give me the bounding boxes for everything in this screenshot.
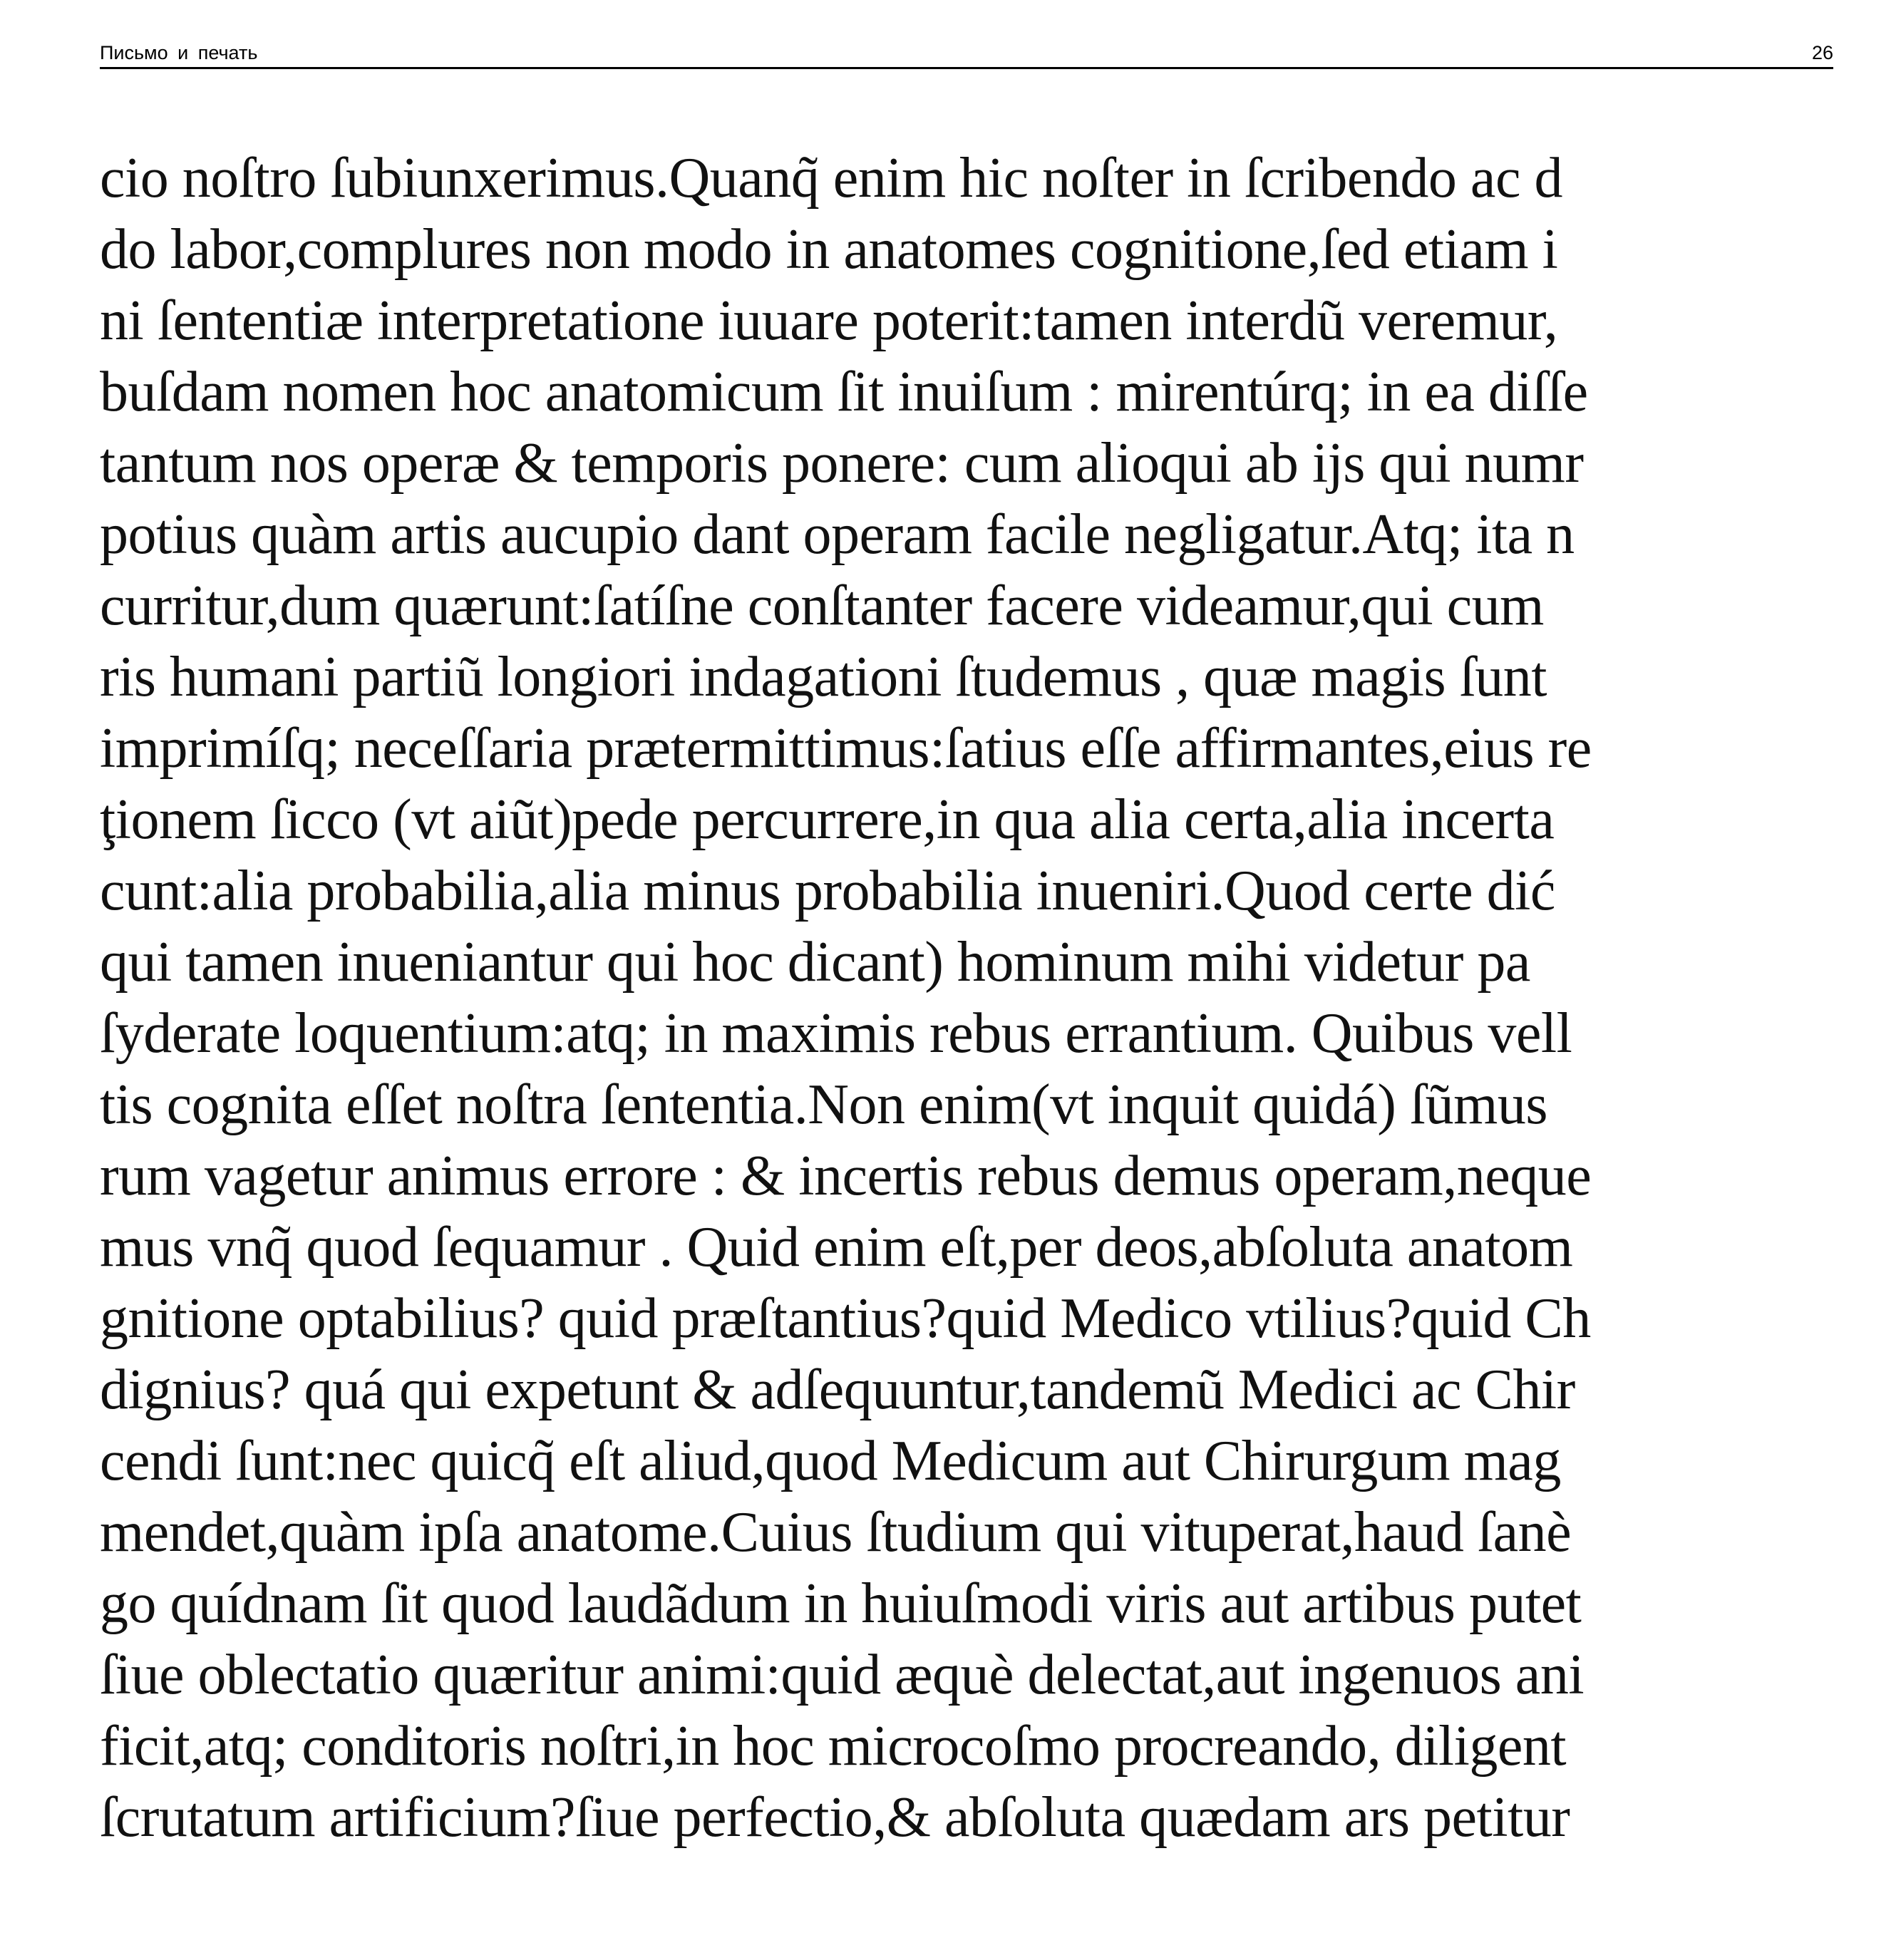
running-head bbox=[100, 43, 1833, 69]
text-line-5: tantum nos operæ & temporis ponere: cum alioqui ab ijs qui numr bbox=[100, 432, 1584, 495]
latin-text-facsimile bbox=[100, 143, 1833, 1867]
text-line-20: mendet,quàm ipſa anatome.Cuius ſtudium qui vituperat,haud ſanè bbox=[100, 1501, 1572, 1564]
text-line-9: imprimíſq; neceſſaria prætermittimus:ſatius eſſe affirmantes,eius re bbox=[100, 717, 1592, 780]
text-line-2: do labor,complures non modo in anatomes cognitione,ſed etiam i bbox=[100, 218, 1558, 281]
text-line-23: ficit,atq; conditoris noſtri,in hoc microcoſmo procreando, diligent bbox=[100, 1715, 1567, 1778]
text-line-6: potius quàm artis aucupio dant operam facile negligatur.Atq; ita n bbox=[100, 503, 1575, 566]
text-line-24: ſcrutatum artificium?ſiue perfectio,& abſoluta quædam ars petitur bbox=[100, 1786, 1570, 1849]
text-line-3: ni ſententiæ interpretatione iuuare poterit:tamen interdũ veremur, bbox=[100, 289, 1558, 352]
text-line-8: ris humani partiũ longiori indagationi ſtudemus , quæ magis ſunt bbox=[100, 646, 1547, 708]
text-line-21: go quídnam ſit quod laudãdum in huiuſmodi viris aut artibus putet bbox=[100, 1572, 1582, 1635]
running-head-title: Письмо и печать bbox=[100, 42, 258, 63]
text-line-16: mus vnq̃ quod ſequamur . Quid enim eſt,per deos,abſoluta anatom bbox=[100, 1216, 1573, 1279]
page-number: 26 bbox=[1811, 42, 1833, 63]
text-line-4: buſdam nomen hoc anatomicum ſit inuiſum : mirentúrq; in ea diſſe bbox=[100, 361, 1588, 423]
text-line-18: dignius? quá qui expetunt & adſequuntur,tandemũ Medici ac Chir bbox=[100, 1358, 1575, 1421]
text-line-1: cio noſtro ſubiunxerimus.Quanq̃ enim hic noſter in ſcribendo ac d bbox=[100, 147, 1562, 210]
text-line-10: ţionem ſicco (vt aiũt)pede percurrere,in qua alia certa,alia incerta bbox=[100, 788, 1555, 851]
text-line-7: curritur,dum quærunt:ſatíſne conſtanter facere videamur,qui cum bbox=[100, 574, 1544, 637]
text-line-19: cendi ſunt:nec quicq̃ eſt aliud,quod Medicum aut Chirurgum mag bbox=[100, 1430, 1561, 1492]
text-line-15: rum vagetur animus errore : & incertis rebus demus operam,neque bbox=[100, 1145, 1592, 1207]
text-line-22: ſiue oblectatio quæritur animi:quid æquè delectat,aut ingenuos ani bbox=[100, 1644, 1585, 1706]
text-line-12: qui tamen inueniantur qui hoc dicant) hominum mihi videtur pa bbox=[100, 931, 1530, 994]
text-line-17: gnitione optabilius? quid præſtantius?quid Medico vtilius?quid Ch bbox=[100, 1287, 1591, 1350]
text-line-14: tis cognita eſſet noſtra ſententia.Non enim(vt inquit quidá) ſũmus bbox=[100, 1073, 1548, 1136]
text-line-11: cunt:alia probabilia,alia minus probabilia inueniri.Quod certe dić bbox=[100, 860, 1555, 922]
text-line-13: ſyderate loquentium:atq; in maximis rebus errantium. Quibus vell bbox=[100, 1002, 1572, 1065]
